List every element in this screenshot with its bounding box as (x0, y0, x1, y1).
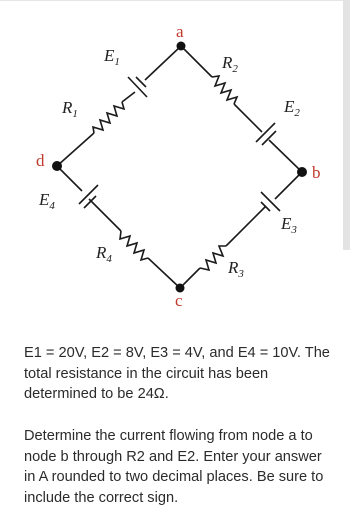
label-e1: $E_1$ (104, 46, 120, 68)
node-d-dot (52, 161, 62, 171)
given-paragraph: E1 = 20V, E2 = 8V, E3 = 4V, and E4 = 10V. The total resistance in the circuit has been determined to be 24Ω. (24, 345, 330, 402)
node-a-label: a (176, 22, 184, 41)
node-c-label: c (175, 291, 183, 310)
question-paragraph: Determine the current flowing from node a to node b through R2 and E2. Enter your answer in A rounded to two decimal places. Be sure to include the correct sign. (24, 428, 324, 506)
question-text (24, 426, 336, 508)
label-e3: $E_3$ (281, 214, 297, 236)
label-r4: $R_4$ (96, 243, 112, 265)
node-b-dot (297, 167, 307, 177)
battery-e4-plate-long (79, 185, 98, 204)
label-r3: $R_3$ (228, 258, 244, 280)
label-r2: $R_2$ (222, 53, 238, 75)
resistor-r2 (212, 76, 237, 104)
node-a-dot (177, 42, 186, 51)
battery-e2-plate-long (256, 123, 275, 142)
node-b-label: b (312, 163, 321, 182)
battery-e1-plate-long (128, 77, 147, 97)
resistor-r4 (120, 231, 148, 260)
resistor-r1 (93, 102, 124, 133)
label-e2: $E_2$ (284, 97, 300, 119)
branch-d-c (57, 166, 180, 288)
battery-e1-plate-short (136, 77, 146, 87)
label-r1: $R_1$ (62, 98, 78, 120)
resistor-r3 (200, 246, 226, 270)
node-d-label: d (36, 151, 45, 170)
given-values-text (24, 343, 336, 405)
label-e4: $E_4$ (39, 190, 55, 212)
